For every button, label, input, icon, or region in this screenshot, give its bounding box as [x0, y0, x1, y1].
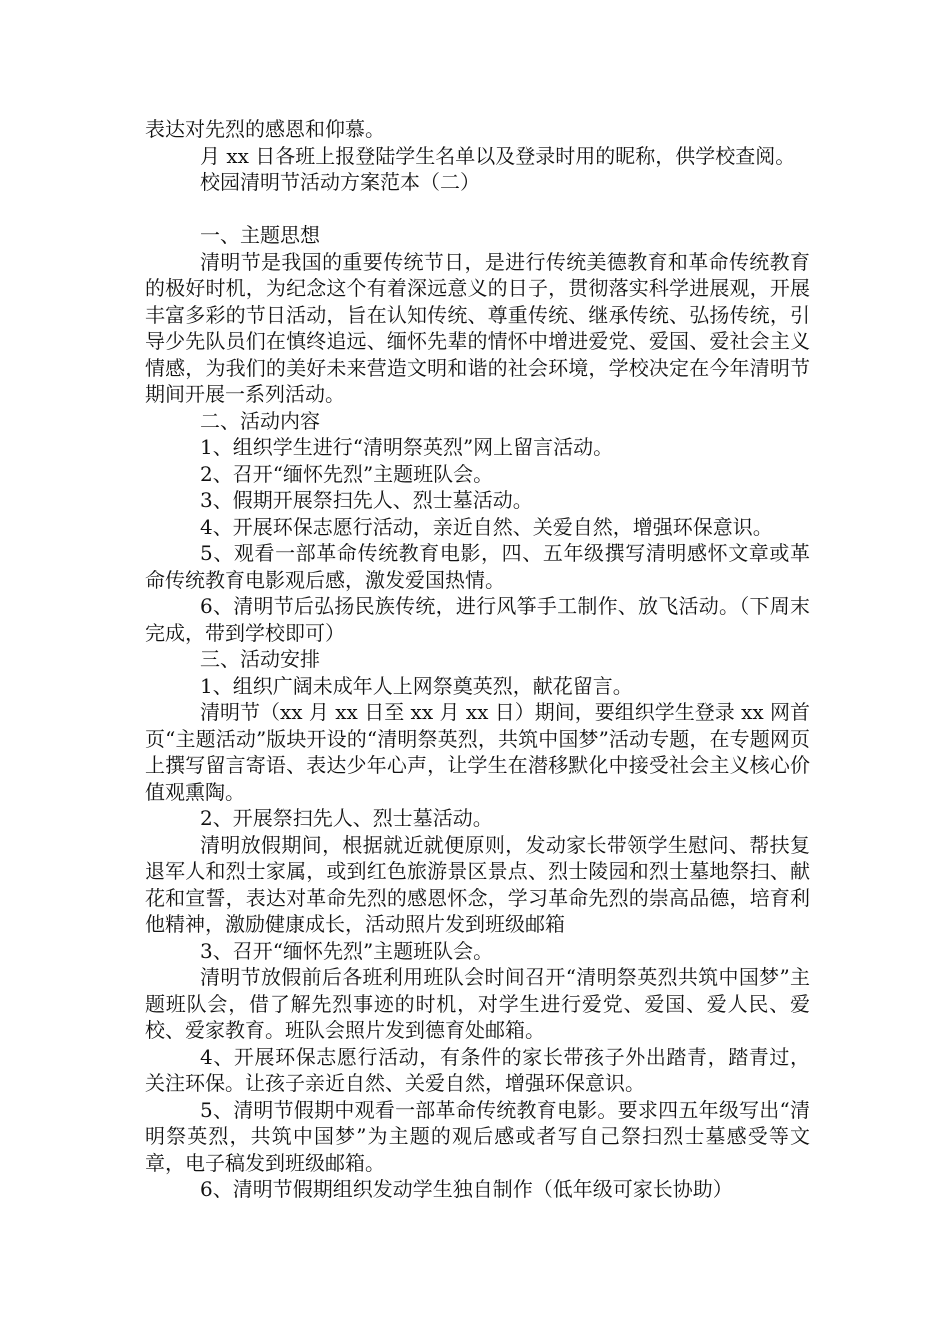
list-item: 5、观看一部革命传统教育电影，四、五年级撰写清明感怀文章或革命传统教育电影观后感，激发爱国热情。	[145, 541, 810, 592]
list-item: 1、组织广阔未成年人上网祭奠英烈，献花留言。	[200, 673, 633, 698]
paragraph: 清明节是我国的重要传统节日，是进行传统美德教育和革命传统教育的极好时机，为纪念这个有着深远意义的日子，贯彻落实科学进展观，开展丰富多彩的节日活动，旨在认知传统、尊重传统、继承传统、弘扬传统，引导少先队员们在慎终追远、缅怀先辈的情怀中增进爱党、爱国、爱社会主义情感，为我们的美好未来营造文明和谐的社会环境，学校决定在今年清明节期间开展一系列活动。	[145, 249, 810, 406]
paragraph: 月 xx 日各班上报登陆学生名单以及登录时用的昵称，供学校查阅。	[200, 143, 796, 168]
list-item: 2、开展祭扫先人、烈士墓活动。	[200, 806, 493, 830]
paragraph: 表达对先烈的感恩和仰慕。	[145, 117, 385, 141]
list-item: 4、开展环保志愿行活动，有条件的家长带孩子外出踏青，踏青过，关注环保。让孩子亲近自然、关爱自然，增强环保意识。	[145, 1044, 810, 1095]
heading: 三、活动安排	[200, 647, 320, 671]
list-item: 4、开展环保志愿行活动，亲近自然、关爱自然，增强环保意识。	[200, 514, 773, 539]
list-item: 6、清明节后弘扬民族传统，进行风筝手工制作、放飞活动。（下周末完成，带到学校即可）	[145, 594, 810, 645]
list-item: 3、召开“缅怀先烈”主题班队会。	[200, 938, 494, 963]
heading: 二、活动内容	[200, 408, 320, 433]
list-item: 3、假期开展祭扫先人、烈士墓活动。	[200, 488, 533, 512]
list-item: 5、清明节假期中观看一部革命传统教育电影。要求四五年级写出“清明祭英烈，共筑中国梦”为主题的观后感或者写自己祭扫烈士墓感受等文章，电子稿发到班级邮箱。	[145, 1097, 810, 1175]
document-body	[145, 116, 810, 1203]
list-item: 1、组织学生进行“清明祭英烈”网上留言活动。	[200, 435, 614, 459]
blank-line	[145, 196, 810, 223]
heading: 一、主题思想	[200, 223, 320, 247]
paragraph: 清明节（xx 月 xx 日至 xx 月 xx 日）期间，要组织学生登录 xx 网首页“主题活动”版块开设的“清明祭英烈，共筑中国梦”活动专题，在专题网页上撰写留言寄语、表达少年心声，让学生在潜移默化中接受社会主义核心价值观熏陶。	[145, 700, 811, 804]
paragraph: 清明节放假前后各班利用班队会时间召开“清明祭英烈共筑中国梦”主题班队会，借了解先烈事迹的时机，对学生进行爱党、爱国、爱人民、爱校、爱家教育。班队会照片发到德育处邮箱。	[145, 965, 810, 1042]
paragraph: 清明放假期间，根据就近就便原则，发动家长带领学生慰问、帮扶复退军人和烈士家属，或到红色旅游景区景点、烈士陵园和烈士墓地祭扫、献花和宣誓，表达对革命先烈的感恩怀念，学习革命先烈的崇高品德，培育利他精神，激励健康成长，活动照片发到班级邮箱	[145, 832, 810, 936]
list-item: 2、召开“缅怀先烈”主题班队会。	[200, 461, 494, 486]
list-item: 6、清明节假期组织发动学生独自制作（低年级可家长协助）	[200, 1177, 733, 1201]
section-title: 校园清明节活动方案范本（二）	[200, 170, 480, 194]
